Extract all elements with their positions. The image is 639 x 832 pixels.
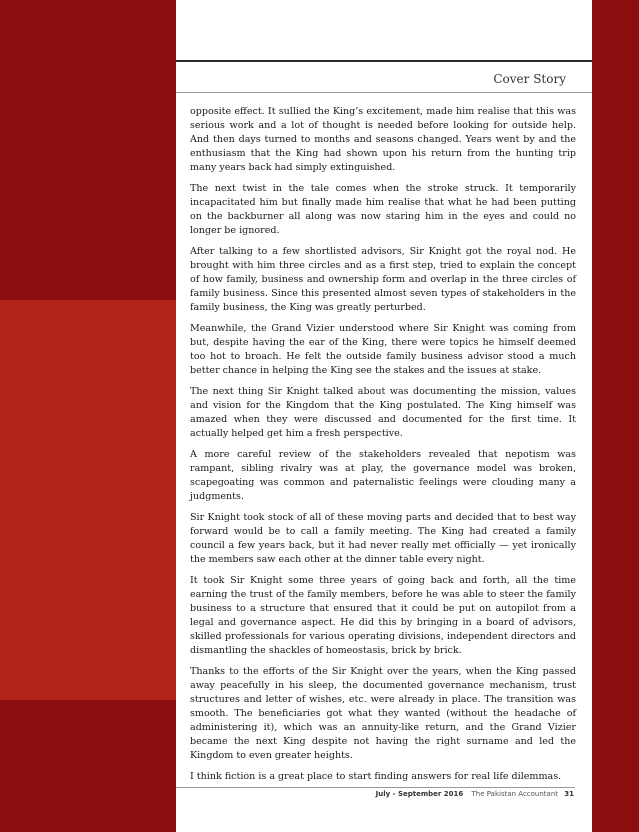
paragraph: A more careful review of the stakeholders revealed that nepotism was rampant, sibling rivalry was at play, the governance model was broken, scapegoating was common and paternalistic feelings were clouding many a judgments. [190,449,576,502]
header-rule [176,60,592,62]
right-red-strip [592,0,639,832]
paragraph: Sir Knight took stock of all of these moving parts and decided that to best way forward would be to call a family meeting. The King had created a family council a few years back, but it had never really met officially — yet ironically the members saw each other at the dinner table every night. [190,512,576,565]
left-dark-red-band-bottom [0,700,176,832]
section-label: Cover Story [493,72,566,86]
page-number: 31 [564,790,574,798]
paragraph: It took Sir Knight some three years of going back and forth, all the time earning the trust of the family members, before he was able to steer the family business to a structure that ensured that it could be put on autopilot from a legal and governance aspect. He did this by bringing in a board of advisors, skilled professionals for various operating divisions, independent directors and dismantling the shackles of homeostasis, brick by brick. [190,575,576,656]
paragraph: Thanks to the efforts of the Sir Knight over the years, when the King passed away peacefully in his sleep, the documented governance mechanism, trust structures and letter of wishes, etc. were already in place. The transition was smooth. The beneficiaries got what they wanted (without the headache of administering it), which was an annuity-like return, and the Grand Vizier became the next King despite not having the right surname and led the Kingdom to even greater heights. [190,666,576,761]
paragraph: The next thing Sir Knight talked about was documenting the mission, values and vision for the Kingdom that the King postulated. The King himself was amazed when they were discussed and documented for the first time. It actually helped get him a fresh perspective. [190,386,576,439]
left-dark-red-band [0,0,176,300]
paragraph: opposite effect. It sullied the King’s excitement, made him realise that this was serious work and a lot of thought is needed before looking for outside help. And then days turned to months and seasons changed. Years went by and the enthusiasm that the King had shown upon his return from the hunting trip many years back had simply extinguished. [190,106,576,173]
left-bright-red-band [0,300,176,700]
paragraph: After talking to a few shortlisted advisors, Sir Knight got the royal nod. He brought with him three circles and as a first step, tried to explain the concept of how family, business and ownership form and overlap in the three circles of family business. Since this presented almost seven types of stakeholders in the family business, the King was greatly perturbed. [190,246,576,313]
issue-date: July - September 2016 [375,790,464,798]
publication-name: The Pakistan Accountant [471,790,559,798]
section-divider [176,92,592,93]
footer-rule [176,787,575,788]
article-body [190,105,576,791]
paragraph: Meanwhile, the Grand Vizier understood where Sir Knight was coming from but, despite having the ear of the King, there were topics he himself deemed too hot to broach. He felt the outside family business advisor stood a much better chance in helping the King see the stakes and the issues at stake. [190,323,576,376]
paragraph: The next twist in the tale comes when the stroke struck. It temporarily incapacitated him but finally made him realise that what he had been putting on the backburner all along was now staring him in the eyes and could no longer be ignored. [190,183,576,236]
paragraph: I think fiction is a great place to start finding answers for real life dilemmas. [190,771,562,782]
page-footer [376,790,574,798]
